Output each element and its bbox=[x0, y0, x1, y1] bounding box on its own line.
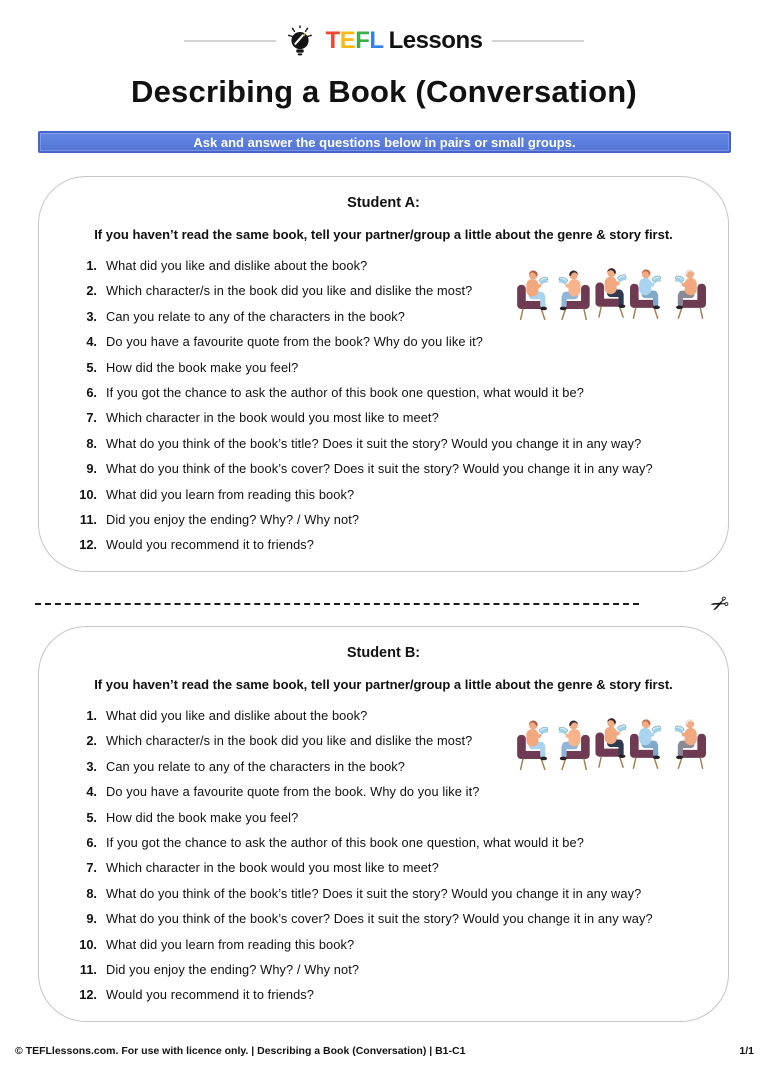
question-text: Can you relate to any of the characters in the book? bbox=[106, 758, 405, 774]
question-item bbox=[75, 784, 714, 809]
question-number: 10. bbox=[79, 936, 97, 952]
question-item bbox=[75, 512, 714, 537]
question-text: What do you think of the book’s title? Does it suit the story? Would you change it in any way? bbox=[106, 435, 642, 451]
question-number: 5. bbox=[86, 359, 97, 375]
book-club-illustration bbox=[516, 715, 706, 772]
question-text: What did you learn from reading this book? bbox=[106, 936, 355, 952]
question-text: Which character in the book would you most like to meet? bbox=[106, 860, 439, 876]
student-b-heading: Student B: bbox=[346, 645, 421, 661]
lightbulb-icon bbox=[286, 24, 314, 58]
question-text: What did you like and dislike about the book? bbox=[106, 258, 368, 273]
question-number: 12. bbox=[79, 537, 97, 553]
question-number: 3. bbox=[86, 308, 97, 324]
question-text: Can you relate to any of the characters in the book? bbox=[106, 308, 405, 324]
question-item bbox=[75, 334, 714, 359]
logo-letter-e: E bbox=[339, 27, 356, 54]
question-text: What do you think of the book’s title? Does it suit the story? Would you change it in any way? bbox=[106, 885, 642, 901]
question-number: 9. bbox=[86, 911, 97, 927]
question-number: 2. bbox=[86, 283, 97, 299]
logo-divider-left bbox=[184, 40, 276, 42]
question-number: 7. bbox=[86, 410, 97, 426]
instruction-banner bbox=[38, 131, 731, 153]
student-a-card bbox=[38, 176, 729, 572]
question-number: 11. bbox=[79, 961, 97, 977]
question-item bbox=[75, 860, 714, 885]
question-text: What did you learn from reading this book? bbox=[106, 486, 355, 502]
footer-copyright: © TEFLlessons.com. For use with licence only. | Describing a Book (Conversation) | B1-C1 bbox=[15, 1045, 466, 1057]
logo-letter-t: T bbox=[325, 27, 340, 54]
question-number: 6. bbox=[86, 384, 97, 400]
question-number: 4. bbox=[86, 784, 97, 800]
question-item bbox=[75, 410, 714, 435]
question-item bbox=[75, 962, 714, 987]
question-text: Did you enjoy the ending? Why? / Why not? bbox=[106, 961, 360, 977]
question-item bbox=[75, 937, 714, 962]
question-text: Which character/s in the book did you like and dislike the most? bbox=[106, 283, 473, 299]
question-item bbox=[75, 987, 714, 1012]
student-a-instruction: If you haven’t read the same book, tell your partner/group a little about the genre & story first. bbox=[94, 227, 673, 242]
book-club-illustration bbox=[516, 265, 706, 322]
question-number: 2. bbox=[86, 733, 97, 749]
question-text: If you got the chance to ask the author of this book one question, what would it be? bbox=[106, 384, 584, 400]
student-b-card bbox=[38, 626, 729, 1022]
question-item bbox=[75, 385, 714, 410]
question-number: 7. bbox=[86, 860, 97, 876]
question-item bbox=[75, 835, 714, 860]
question-item bbox=[75, 886, 714, 911]
question-text: Would you recommend it to friends? bbox=[106, 537, 315, 553]
question-text: Do you have a favourite quote from the book? Why do you like it? bbox=[106, 334, 484, 350]
question-item bbox=[75, 461, 714, 486]
logo-header bbox=[0, 24, 768, 58]
question-text: What did you like and dislike about the book? bbox=[106, 708, 368, 723]
logo-suffix: Lessons bbox=[388, 27, 483, 54]
question-item bbox=[75, 360, 714, 385]
question-number: 3. bbox=[86, 758, 97, 774]
question-number: 6. bbox=[86, 834, 97, 850]
student-b-instruction: If you haven’t read the same book, tell your partner/group a little about the genre & story first. bbox=[94, 677, 673, 692]
question-text: How did the book make you feel? bbox=[106, 809, 299, 825]
question-number: 4. bbox=[86, 334, 97, 350]
question-text: Would you recommend it to friends? bbox=[106, 987, 315, 1003]
student-a-heading: Student A: bbox=[347, 195, 420, 211]
question-number: 11. bbox=[79, 511, 97, 527]
scissors-icon: ✂ bbox=[705, 588, 733, 619]
logo-divider-right bbox=[492, 40, 584, 42]
logo-letter-f: F bbox=[355, 27, 370, 54]
question-text: If you got the chance to ask the author of this book one question, what would it be? bbox=[106, 834, 584, 850]
question-number: 1. bbox=[86, 258, 97, 273]
question-text: Which character/s in the book did you like and dislike the most? bbox=[106, 733, 473, 749]
question-text: What do you think of the book’s cover? Does it suit the story? Would you change it in any way? bbox=[106, 911, 653, 927]
question-number: 1. bbox=[86, 708, 97, 723]
question-text: What do you think of the book’s cover? Does it suit the story? Would you change it in any way? bbox=[106, 461, 653, 477]
question-number: 5. bbox=[86, 809, 97, 825]
question-item bbox=[75, 436, 714, 461]
question-number: 12. bbox=[79, 987, 97, 1003]
question-text: Which character in the book would you most like to meet? bbox=[106, 410, 439, 426]
logo-wordmark bbox=[326, 27, 483, 55]
question-item bbox=[75, 911, 714, 936]
question-number: 8. bbox=[86, 435, 97, 451]
question-item bbox=[75, 810, 714, 835]
question-number: 8. bbox=[86, 885, 97, 901]
footer-page-number: 1/1 bbox=[739, 1045, 754, 1057]
question-text: Do you have a favourite quote from the book. Why do you like it? bbox=[106, 784, 480, 800]
question-item bbox=[75, 487, 714, 512]
question-number: 10. bbox=[79, 486, 97, 502]
cut-dashed-line bbox=[35, 603, 639, 605]
question-item bbox=[75, 537, 714, 562]
question-text: Did you enjoy the ending? Why? / Why not? bbox=[106, 511, 360, 527]
logo-letter-l: L bbox=[369, 27, 384, 54]
page-title: Describing a Book (Conversation) bbox=[131, 74, 637, 109]
question-text: How did the book make you feel? bbox=[106, 359, 299, 375]
banner-text: Ask and answer the questions below in pairs or small groups. bbox=[193, 134, 576, 150]
question-number: 9. bbox=[86, 461, 97, 477]
